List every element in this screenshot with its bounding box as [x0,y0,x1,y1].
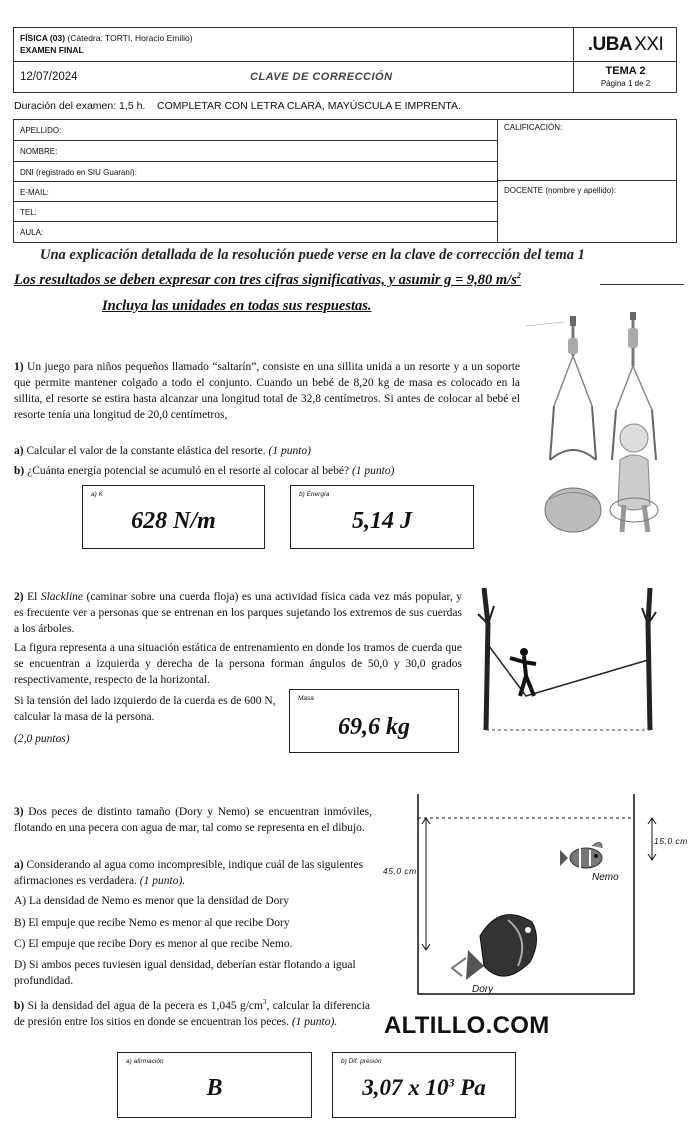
q3-b-text-post: , calcular la diferencia de presión entre los sitios en donde se encuentran los peces. [14,999,370,1028]
label-dni: DNI (registrado en SIU Guaraní): [20,168,137,177]
q3-b-text-sup: 3 [262,998,267,1006]
q1-answer-a-value: 628 N/m [131,508,216,534]
exam-header [13,27,677,93]
q2-text1-post: (caminar sobre una cuerda floja) es una actividad física cada vez más popular, y es frecuente ver a personas que se entrenan en los parques sujetando los extremos de sus cuerdas a los árboles. [14,591,463,635]
q1-a-text: Calcular el valor de la constante elástica del resorte. [26,445,266,457]
slackline-illustration [474,584,664,734]
tema-box [574,62,677,93]
field-apellido[interactable] [14,120,498,141]
watermark: ALTILLO.COM [384,1012,550,1039]
q2-points: (2,0 puntos) [14,733,70,745]
q2-answer-value: 69,6 kg [338,714,410,740]
q3-answer-a-box [117,1052,312,1118]
fig-label-15cm: 15,0 cm [654,836,688,846]
q2-text1-pre: El [27,591,41,603]
note-cifras [14,271,521,289]
q1-answer-b-label: b) Energía [299,491,330,498]
form-divider [498,180,677,181]
fig-label-45cm: 45,0 cm [383,866,417,876]
exam-type: EXAMEN FINAL [20,45,84,55]
fig-label-dory: Dory [472,984,494,995]
tema: TEMA 2 [605,65,646,77]
q1-a-points: (1 punto) [268,445,311,457]
q1-statement [14,359,520,423]
q3-number: 3) [14,806,24,818]
catedra: (Cátedra: TORTI, Horacio Emilio) [67,33,193,43]
course-name: FÍSICA (03) [20,33,66,43]
q3-intro [14,804,372,836]
fish-tank-illustration [380,790,696,1000]
note-explicacion: Una explicación detallada de la resolución puede verse en la clave de corrección del tema 1 [40,247,585,263]
field-aula[interactable] [14,222,498,243]
uba-logo [574,28,677,62]
q3-a-text: Considerando al agua como incompresible, indique cuál de las siguientes afirmaciones es verdadera. [14,859,364,887]
q2-statement-1 [14,589,462,637]
student-form [13,119,677,243]
q3-a [14,857,372,889]
q2-text1-em: Slackline [40,591,83,603]
field-dni[interactable] [14,162,498,182]
q3-b-label: b) [14,999,25,1012]
label-aula: AULA: [20,228,44,237]
q1-b [14,463,534,479]
q3-answer-b-box [332,1052,516,1118]
logo-suffix: XXI [634,33,664,55]
q3-option-b: B) El empuje que recibe Nemo es menor al que recibe Dory [14,917,290,929]
field-nombre[interactable] [14,141,498,162]
q3-answer-b-unit: Pa [454,1075,486,1100]
page-number: Página 1 de 2 [600,79,651,88]
duration-note: Duración del examen: 1,5 h. COMPLETAR CON LETRA CLARA, MAYÚSCULA E IMPRENTA. [14,100,461,112]
note-underline [600,284,684,285]
q3-option-a: A) La densidad de Nemo es menor que la densidad de Dory [14,895,289,907]
q1-answer-a-box [82,485,265,549]
q3-answer-b-mantissa: 3,07 x 10 [362,1075,449,1100]
q2-statement-2: La figura representa a una situación estática de entrenamiento en donde los tramos de cuerda que se encuentran a izquierda y derecha de la persona forman ángulos de 50,0 y 30,0 grados respectivamente, respecto de la horizontal. [14,642,462,686]
fig-label-nemo: Nemo [592,872,619,883]
field-tel[interactable] [14,202,498,222]
q1-b-label: b) [14,465,25,477]
q3-b-text-pre: Si la densidad del agua de la pecera es 1,045 g/cm [27,999,263,1012]
q2-answer-box [289,689,459,753]
note-unidades: Incluya las unidades en todas sus respuestas. [102,298,372,314]
q1-text: Un juego para niños pequeños llamado “saltarín”, consiste en una sillita unida a un resorte y a un soporte que permite mantener colgado a todo el conjunto. Cuando un bebé de 8,20 kg de masa es colocado en la sillita, el resorte se estira hasta alcanzar una longitud total de 32,8 centímetros. Si antes de colocar al bebé el resorte tenía una longitud de 20,0 centímetros, [14,361,521,421]
q3-a-points: (1 punto). [139,875,186,887]
q3-option-c: C) El empuje que recibe Dory es menor al que recibe Nemo. [14,938,293,950]
logo-main: .UBA [587,33,633,55]
q1-b-text: ¿Cuánta energía potencial se acumuló en el resorte al colocar al bebé? [27,465,350,477]
label-nombre: NOMBRE: [20,147,58,156]
baby-jumper-illustration [524,310,686,542]
exam-date: 12/07/2024 [20,71,78,83]
q3-answer-b-exp: 3 [448,1075,455,1090]
date-row [14,62,574,93]
q1-a-label: a) [14,445,24,457]
q1-number: 1) [14,361,24,373]
course-info [14,28,574,62]
label-calificacion: CALIFICACIÓN: [504,123,563,132]
q3-b [14,994,370,1030]
q2-number: 2) [14,591,24,603]
q1-a [14,443,534,459]
field-email[interactable] [14,182,498,202]
q3-answer-b-label: b) Dif. presión [341,1058,382,1065]
q3-a-label: a) [14,859,24,871]
q3-b-points: (1 punto). [291,1015,338,1028]
note-cifras-text: Los resultados se deben expresar con tres cifras significativas, y asumir g = 9,80 m/s [14,271,517,288]
q1-answer-b-box [290,485,474,549]
q3-option-d: D) Si ambos peces tuviesen igual densidad, deberían estar flotando a igual profundidad. [14,959,356,987]
q3-intro-text: Dos peces de distinto tamaño (Dory y Nemo) se encuentran inmóviles, flotando en una pecera con agua de mar, tal como se representa en el dibujo. [14,806,372,834]
q2-answer-label: Masa [298,695,314,702]
label-docente: DOCENTE (nombre y apellido): [504,186,617,195]
note-cifras-sup: 2 [516,271,521,280]
q3-answer-a-value: B [206,1075,223,1101]
q3-answer-a-label: a) afirmación [126,1058,164,1065]
q1-answer-b-value: 5,14 J [352,508,412,534]
q1-b-points: (1 punto) [351,465,395,477]
q2-statement-3: Si la tensión del lado izquierdo de la cuerda es de 600 N, calcular la masa de la persona. [14,695,276,723]
label-apellido: APELLIDO: [20,126,62,135]
clave-title: CLAVE DE CORRECCIÓN [250,71,393,83]
q1-answer-a-label: a) K [91,491,103,498]
q3-answer-b-value [333,1075,515,1101]
label-email: E-MAIL: [20,188,49,197]
label-tel: TEL: [20,208,37,217]
